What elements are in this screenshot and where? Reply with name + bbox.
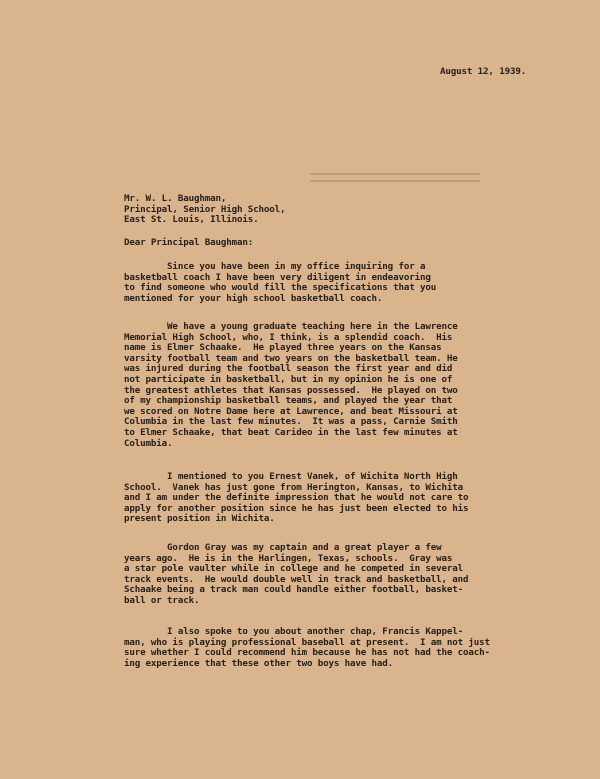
paragraph-5 [124,627,490,669]
text-line: basketball coach I have been very diligent in endeavoring [124,271,431,283]
address-line: Mr. W. L. Baughman, [124,193,227,204]
text-line: I mentioned to you Ernest Vanek, of Wichita North High [124,471,458,482]
text-line: sure whether I could recommend him because he has not had the coach- [124,647,490,659]
paragraph-3 [124,472,468,525]
text-line: to find someone who would fill the specifications that you [124,282,437,294]
text-line: School. Vanek has just gone from Herington, Kansas, to Wichita [124,481,464,493]
recipient-address [124,194,285,226]
text-line: years ago. He is in the Harlingen, Texas, schools. Gray was [124,552,453,564]
text-line: Columbia. [124,437,173,449]
text-line: We have a young graduate teaching here in the Lawrence [124,321,458,332]
text-line: man, who is playing professional baseball at present. I am not just [124,636,490,648]
text-line: not participate in basketball, but in my opinion he is one of [124,373,453,385]
text-line: a star pole vaulter while in college and he competed in several [124,563,464,575]
text-line: to Elmer Schaake, that beat Carideo in the last few minutes at [124,426,458,438]
paragraph-2 [124,322,458,449]
text-line: the greatest athletes that Kansas possessed. He played on two [124,384,458,396]
text-line: name is Elmer Schaake. He played three years on the Kansas [124,342,442,354]
text-line: Gordon Gray was my captain and a great player a few [124,542,442,553]
text-line: I also spoke to you about another chap, Francis Kappel- [124,626,464,637]
text-line: Schaake being a track man could handle either football, basket- [124,584,464,596]
text-line: of my championship basketball teams, and played the year that [124,395,453,407]
text-line: was injured during the football season the first year and did [124,363,453,375]
text-line: varsity football team and two years on the basketball team. He [124,352,458,364]
text-line: ing experience that these other two boys have had. [124,657,394,669]
text-line: present position in Wichita. [124,513,275,525]
text-line: Memorial High School, who, I think, is a splendid coach. His [124,331,453,343]
text-line: and I am under the definite impression that he would not care to [124,492,469,504]
text-line: we scored on Notre Dame here at Lawrence, and beat Missouri at [124,405,458,417]
text-line: mentioned for your high school basketball coach. [124,292,383,304]
address-line: Principal, Senior High School, [124,203,286,215]
faint-bleedthrough-text [310,168,480,188]
address-line: East St. Louis, Illinois. [124,214,259,226]
text-line: Since you have been in my office inquiring for a [124,261,426,272]
paragraph-4 [124,543,468,607]
text-line: track events. He would double well in track and basketball, and [124,573,469,585]
text-line: ball or track. [124,594,200,606]
salutation: Dear Principal Baughman: [124,237,254,248]
text-line: Columbia in the last few minutes. It was a pass, Carnie Smith [124,416,458,428]
text-line: apply for another position since he has just been elected to his [124,502,469,514]
letter-date: August 12, 1939. [440,66,527,77]
paragraph-1 [124,262,436,304]
